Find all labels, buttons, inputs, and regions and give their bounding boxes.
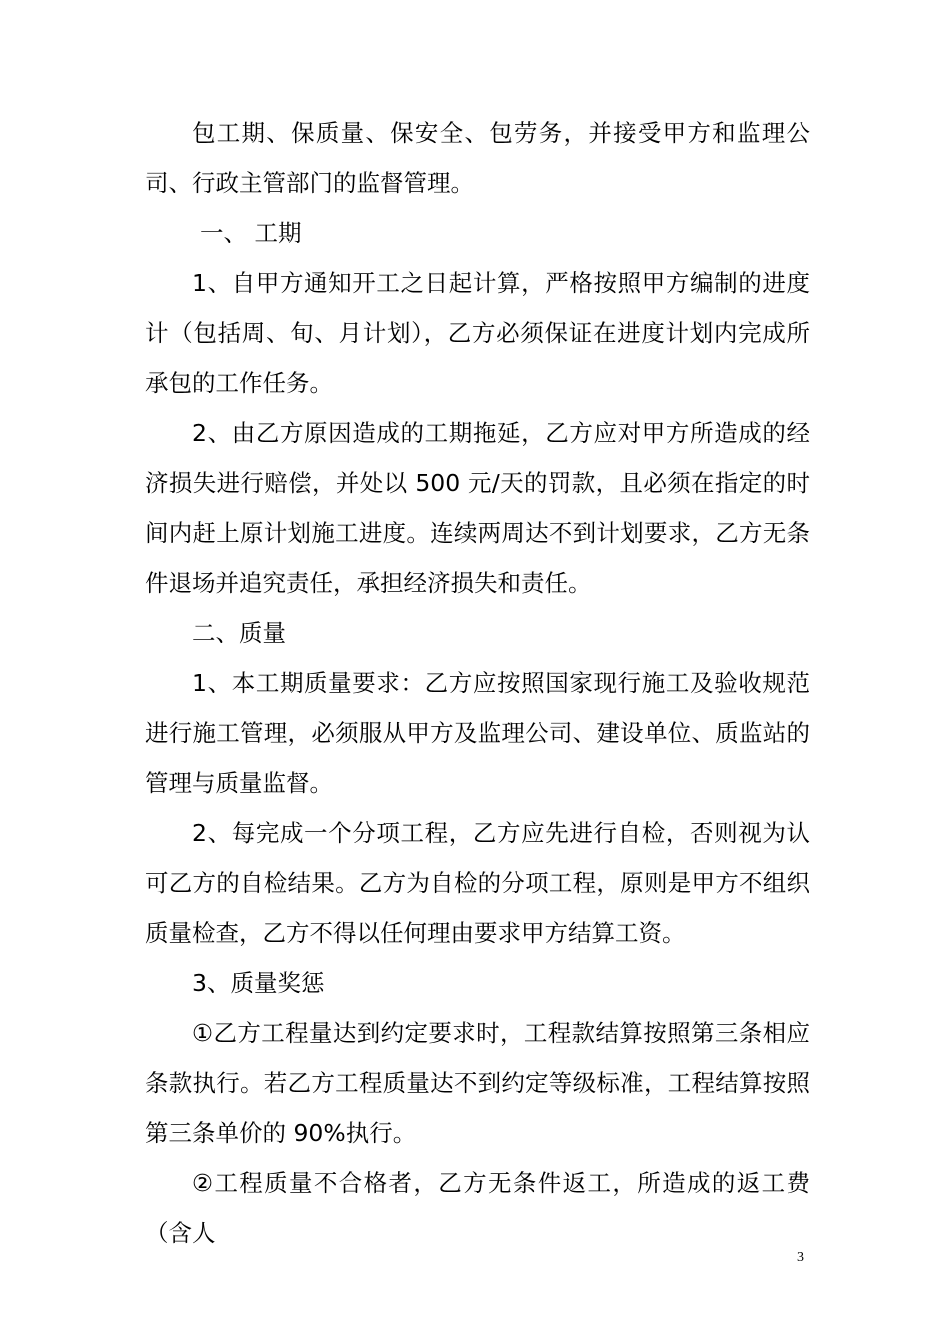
paragraph-quality-item-2: 2、每完成一个分项工程，乙方应先进行自检，否则视为认可乙方的自检结果。乙方为自检的分项工程，原则是甲方不组织质量检查，乙方不得以任何理由要求甲方结算工资。: [145, 819, 810, 947]
document-body: [145, 108, 810, 1258]
subheading-quality-rewards-penalties: 3、质量奖惩: [192, 969, 325, 997]
section-heading-schedule: 一、 工期: [200, 219, 302, 247]
paragraph-reward-clause-2: ②工程质量不合格者，乙方无条件返工，所造成的返工费（含人: [145, 1169, 810, 1247]
paragraph-schedule-item-1: 1、自甲方通知开工之日起计算，严格按照甲方编制的进度计（包括周、旬、月计划），乙方必须保证在进度计划内完成所承包的工作任务。: [145, 269, 810, 397]
paragraph-scope-of-contract: 包工期、保质量、保安全、包劳务，并接受甲方和监理公司、行政主管部门的监督管理。: [145, 119, 810, 197]
section-heading-quality: 二、质量: [192, 619, 286, 647]
paragraph-quality-item-1: 1、本工期质量要求：乙方应按照国家现行施工及验收规范进行施工管理，必须服从甲方及监理公司、建设单位、质监站的管理与质量监督。: [145, 669, 810, 797]
paragraph-reward-clause-1: ①乙方工程量达到约定要求时，工程款结算按照第三条相应条款执行。若乙方工程质量达不到约定等级标准，工程结算按照第三条单价的 90%执行。: [145, 1019, 810, 1147]
page-number: 3: [797, 1250, 804, 1265]
paragraph-schedule-item-2: 2、由乙方原因造成的工期拖延，乙方应对甲方所造成的经济损失进行赔偿，并处以 500 元/天的罚款，且必须在指定的时间内赶上原计划施工进度。连续两周达不到计划要求，乙方无条件退场并追究责任，承担经济损失和责任。: [145, 419, 810, 597]
